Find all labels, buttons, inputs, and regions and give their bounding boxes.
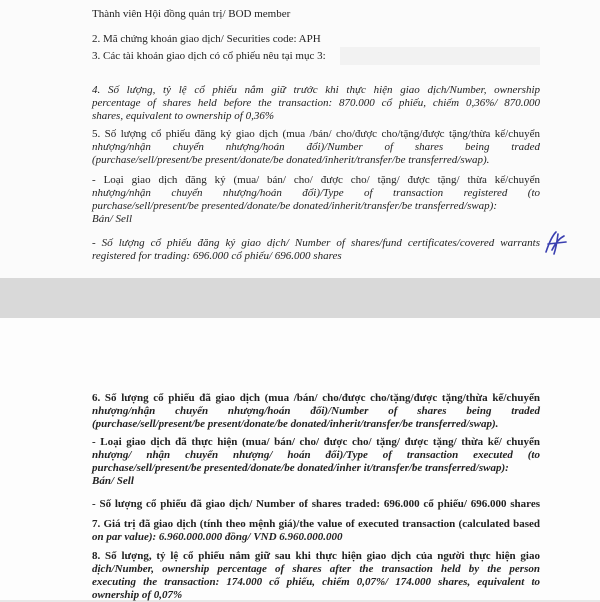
text-line: dịch/Number, ownership percentage of shares after the transaction held by the person [92,563,540,575]
text-line: - Loại giao dịch đã thực hiện (mua/ bán/ cho/ được cho/ tặng/ được tặng/ thừa kế/ chuyển [92,436,540,448]
text-line: nhượng/nhận chuyển nhượng/hoán đổi)/Type of transaction registered (to [92,187,540,199]
text-line: Bán/ Sell [92,213,133,225]
text-line: registered for trading: 696.000 cổ phiếu/ 696.000 shares [92,250,342,262]
text-line: 7. Giá trị đã giao dịch (tính theo mệnh giá)/the value of executed transaction (calculated based [92,518,540,530]
text-line: nhượng/nhận chuyển nhượng/hoán đổi)/Number of shares being traded [92,405,540,417]
text-line: percentage of shares held before the transaction: 870.000 cổ phiếu, chiếm 0,36%/ 870.000 [92,97,540,109]
text-line: Bán/ Sell [92,475,134,487]
text-line: - Số lượng cổ phiếu đã giao dịch/ Number of shares traded: 696.000 cổ phiếu/ 696.000 shares [92,498,540,510]
redacted-area [340,47,540,65]
text-line: purchase/sell/present/be presented/donate/be donated/inher it/transfer/be transferred/swap): [92,462,509,474]
text-line: 4. Số lượng, tỷ lệ cổ phiếu nắm giữ trước khi thực hiện giao dịch/Number, ownership [92,84,540,96]
text-line: (purchase/sell/present/be present/donate/be donated/inherit/transfer/be transferred/swap). [92,418,499,430]
text-line: (purchase/sell/present/be present/donate/be donated/inherit/transfer/be transferred/swap). [92,154,490,166]
text-line: 8. Số lượng, tỷ lệ cổ phiếu nắm giữ sau khi thực hiện giao dịch của người thực hiện giao [92,550,540,562]
text-line: 5. Số lượng cổ phiếu đăng ký giao dịch (mua /bán/ cho/được cho/tặng/được tặng/thừa kế/chuyển [92,128,540,140]
text-line: nhượng/ nhận chuyển nhượng/ hoán đổi)/Type of transaction executed (to [92,449,540,461]
handwritten-signature [540,228,570,258]
text-line: on par value): 6.960.000.000 đồng/ VND 6.960.000.000 [92,531,343,543]
text-line: executing the transaction: 174.000 cổ phiếu, chiếm 0,07%/ 174.000 shares, equivalent to [92,576,540,588]
text-line: 3. Các tài khoản giao dịch có cổ phiếu nêu tại mục 3: [92,50,326,62]
text-line: - Số lượng cổ phiếu đăng ký giao dịch/ Number of shares/fund certificates/covered warrants [92,237,540,249]
page-separator [0,278,600,318]
text-line: ownership of 0,07% [92,589,183,601]
text-line: shares, equivalent to ownership of 0,36% [92,110,274,122]
text-line: - Loại giao dịch đăng ký (mua/ bán/ cho/ được cho/ tặng/ được tặng/ thừa kế/chuyển [92,174,540,186]
text-line: 6. Số lượng cổ phiếu đã giao dịch (mua /bán/ cho/được cho/tặng/được tặng/thừa kế/chuyển [92,392,540,404]
document-page-2 [0,318,600,600]
text-line: 2. Mã chứng khoán giao dịch/ Securities code: APH [92,33,321,45]
text-line: Thành viên Hội đồng quản trị/ BOD member [92,8,291,20]
text-line: nhượng/nhận chuyển nhượng/hoán đổi)/Number of shares being traded [92,141,540,153]
text-line: purchase/sell/present/be presented/donate/be donated/inherit/transfer/be transferred/swap): [92,200,498,212]
document-page-1 [0,0,600,278]
